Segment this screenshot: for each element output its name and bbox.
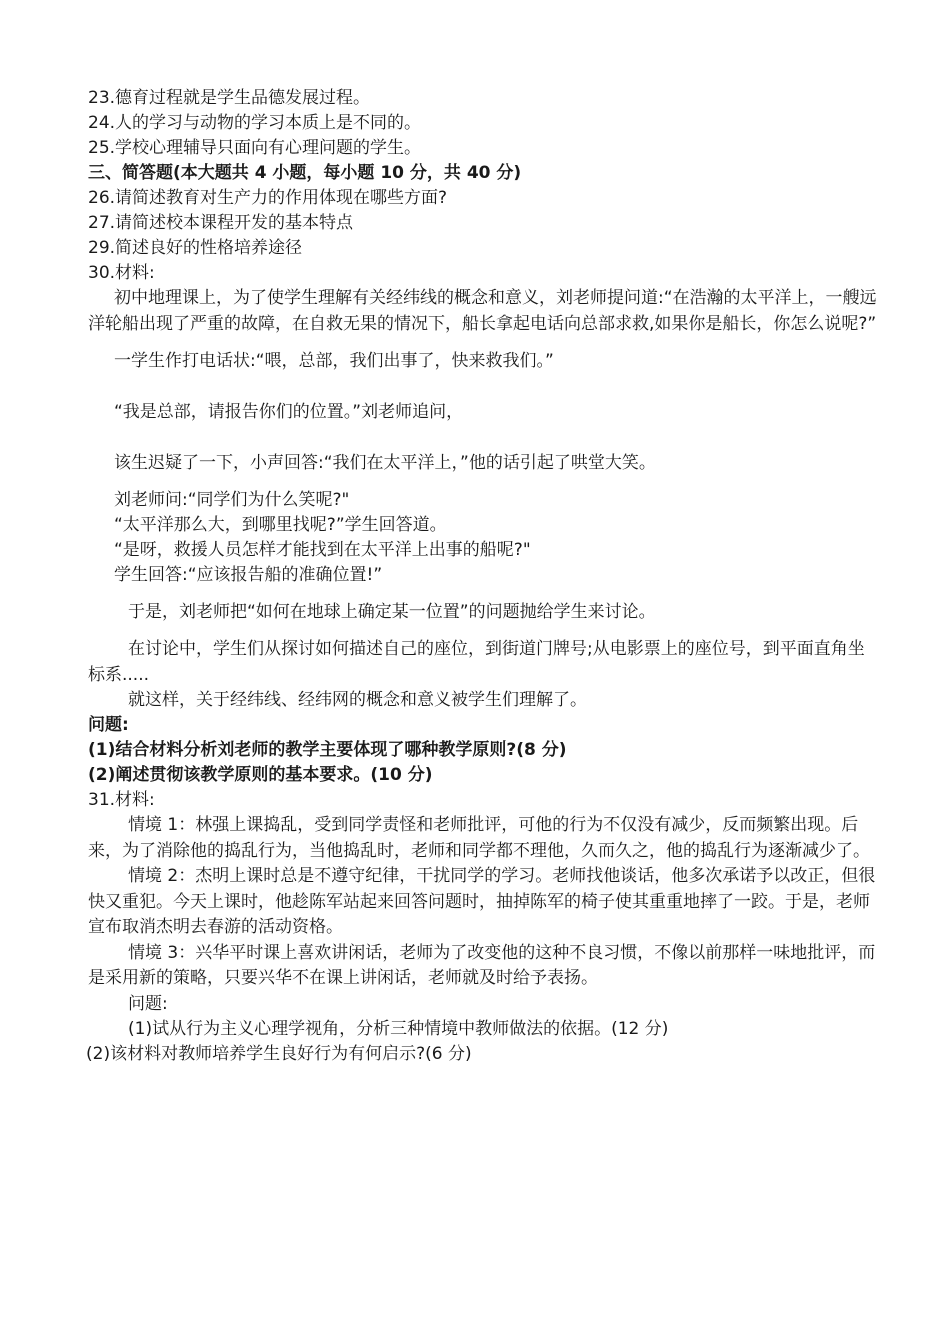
q30-subquestion-2: (2)阐述贯彻该教学原则的基本要求。(10 分) <box>88 765 433 785</box>
section-heading-short-answer: 三、简答题(本大题共 4 小题，每小题 10 分，共 40 分) <box>88 163 522 183</box>
q30-material-paragraph-1: 初中地理课上，为了使学生理解有关经纬线的概念和意义，刘老师提问道:“在浩瀚的太平洋上，一艘远洋轮船出现了严重的故障，在自救无果的情况下，船长拿起电话向总部求救,如果你是船长，你怎么说呢?” <box>88 288 877 334</box>
q31-scenario-2: 情境 2：杰明上课时总是不遵守纪律，干扰同学的学习。老师找他谈话，他多次承诺予以改正，但很快又重犯。今天上课时，他趁陈军站起来回答问题时，抽掉陈军的椅子使其重重地摔了一跤。于是，老师宣布取消杰明去春游的活动资格。 <box>88 866 876 937</box>
q31-scenario-3: 情境 3：兴华平时课上喜欢讲闲话，老师为了改变他的这种不良习惯，不像以前那样一味地批评，而是采用新的策略，只要兴华不在课上讲闲话，老师就及时给予表扬。 <box>88 942 876 988</box>
question-23: 23.德育过程就是学生品德发展过程。 <box>88 88 371 108</box>
q30-dialogue-4: 学生回答:“应该报告船的准确位置!” <box>114 565 383 585</box>
q30-material-paragraph-7: 就这样，关于经纬线、经纬网的概念和意义被学生们理解了。 <box>128 690 587 710</box>
question-31-label: 31.材料: <box>88 790 155 810</box>
q30-material-paragraph-4: 该生迟疑了一下，小声回答:“我们在太平洋上，”他的话引起了哄堂大笑。 <box>114 453 656 473</box>
q30-material-paragraph-6: 在讨论中，学生们从探讨如何描述自己的座位，到街道门牌号;从电影票上的座位号，到平面直角坐标系..... <box>88 639 865 685</box>
q30-subquestion-1: (1)结合材料分析刘老师的教学主要体现了哪种教学原则?(8 分) <box>88 740 567 760</box>
question-25: 25.学校心理辅导只面向有心理问题的学生。 <box>88 138 422 158</box>
q30-material-paragraph-3: “我是总部，请报告你们的位置。”刘老师追问， <box>114 402 464 422</box>
question-30-label: 30.材料: <box>88 263 155 283</box>
question-24: 24.人的学习与动物的学习本质上是不同的。 <box>88 113 422 133</box>
q30-dialogue-3: “是呀，救援人员怎样才能找到在太平洋上出事的船呢?" <box>114 540 531 560</box>
q30-material-paragraph-5: 于是，刘老师把“如何在地球上确定某一位置”的问题抛给学生来讨论。 <box>128 602 656 622</box>
q31-scenario-1: 情境 1：林强上课捣乱，受到同学责怪和老师批评，可他的行为不仅没有减少，反而频繁出现。后来，为了消除他的捣乱行为，当他捣乱时，老师和同学都不理他，久而久之，他的捣乱行为逐渐减少了。 <box>88 815 870 861</box>
q30-dialogue-1: 刘老师问:“同学们为什么笑呢?" <box>114 490 350 510</box>
q30-material-paragraph-2: 一学生作打电话状:“喂，总部，我们出事了，快来救我们。” <box>114 351 554 371</box>
question-27: 27.请简述校本课程开发的基本特点 <box>88 213 354 233</box>
q30-questions-label: 问题: <box>88 715 129 735</box>
q31-subquestion-2: (2)该材料对教师培养学生良好行为有何启示?(6 分) <box>86 1043 472 1064</box>
question-26: 26.请简述教育对生产力的作用体现在哪些方面? <box>88 188 448 208</box>
document-page <box>88 86 878 1067</box>
q31-subquestion-1: (1)试从行为主义心理学视角，分析三种情境中教师做法的依据。(12 分) <box>128 1018 669 1039</box>
q30-dialogue-2: “太平洋那么大，到哪里找呢?”学生回答道。 <box>114 515 447 535</box>
question-29: 29.简述良好的性格培养途径 <box>88 238 303 258</box>
q31-questions-label: 问题: <box>128 993 168 1014</box>
